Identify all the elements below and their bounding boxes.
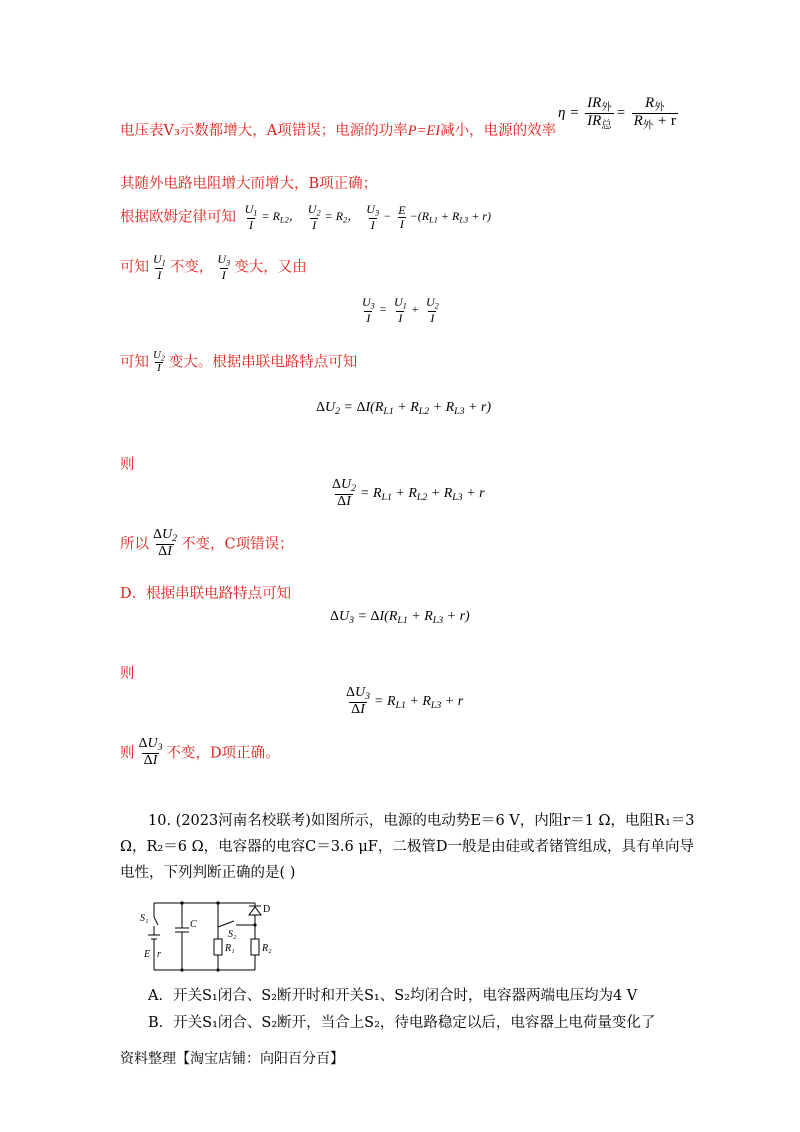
- option-b: B．开关S₁闭合、S₂断开，当合上S₂，待电路稳定以后，电容器上电荷量变化了: [148, 1015, 656, 1031]
- formula-delta-u3-over-delta-i: $\frac{\Delta U_3}{\Delta I}$ = $R_{L1} + R_{L3} + r$: [346, 685, 464, 718]
- power-formula: P=EI: [407, 123, 441, 139]
- formula-delta-u2: $\Delta U_2 = \Delta I(R_{L1} + R_{L2} + R_{L3} + r)$: [316, 400, 492, 417]
- text-ze-2: 则: [120, 666, 135, 682]
- text-line-4: 可知 $\frac{U_1}{I}$ 不变， $\frac{U_3}{I}$ 变大，又由: [120, 252, 307, 283]
- r-label: r: [157, 949, 161, 960]
- text-ze-1: 则: [120, 457, 135, 473]
- line-3-prefix: 根据欧姆定律可知: [120, 209, 236, 226]
- text-line-8: 则 $\frac{\Delta U_3}{\Delta I}$ 不变，D项正确。: [120, 736, 280, 769]
- text-line-1: [120, 119, 556, 140]
- option-a: A．开关S₁闭合、S₂断开时和开关S₁、S₂均闭合时，电容器两端电压均为4 V: [148, 988, 638, 1004]
- text-line-5: 可知 $\frac{U_2}{I}$ 变大。根据串联电路特点可知: [120, 349, 358, 375]
- text-line-7: D．根据串联电路特点可知: [120, 586, 292, 602]
- line-4-tail: 变大，又由: [234, 259, 307, 276]
- s2-label: S₂: [228, 929, 237, 940]
- line-1-tail: 减小，电源的效率: [440, 123, 557, 139]
- c-label: C: [190, 919, 197, 930]
- line-5-prefix: 可知: [120, 354, 149, 371]
- line-6-prefix: 所以: [120, 536, 149, 553]
- formula-delta-u2-over-delta-i: $\frac{\Delta U_2}{\Delta I}$ = $R_{L1} + R_{L2} + R_{L3} + r$: [332, 477, 485, 510]
- formula-sum-ratios: $\frac{U_3}{I}$ = $\frac{U_1}{I}$ + $\frac{U_2}{I}$: [362, 295, 439, 326]
- question-line-1: 10. (2023河南名校联考)如图所示，电源的电动势E＝6 V，内阻r＝1 Ω，电阻R₁＝3: [148, 813, 695, 829]
- line-8-tail: 不变，D项正确。: [166, 745, 280, 762]
- question-line-3: 电性，下列判断正确的是( ): [120, 865, 296, 881]
- line-6-tail: 不变，C项错误；: [181, 536, 294, 553]
- line-4-mid: 不变，: [169, 259, 214, 276]
- ohm-law-formulas: $\frac{U_1}{I}$ = $R_{L2}$， $\frac{U_2}{I}$ = $R_2$， $\frac{U_3}{I}$ − $\frac{E}{I}$ $-(R_{L1} + R_{L3} + r)$: [244, 202, 491, 233]
- circuit-diagram: [140, 895, 280, 977]
- line-5-tail: 变大。根据串联电路特点可知: [168, 354, 358, 371]
- r2-label: R₂: [262, 943, 272, 954]
- text-line-2: 其随外电路电阻增大而增大，B项正确；: [120, 176, 378, 192]
- line-4-prefix: 可知: [120, 259, 149, 276]
- e-label: E: [144, 949, 151, 960]
- efficiency-formula: η = $\frac{IR_外}{IR_总}$ = $\frac{R_外}{R_外 + r}$: [558, 95, 676, 132]
- line-1-text: 电压表V₃示数都增大，A项错误；电源的功率: [120, 123, 408, 139]
- text-line-6: 所以 $\frac{\Delta U_2}{\Delta I}$ 不变，C项错误；: [120, 527, 294, 560]
- text-line-3: [120, 203, 491, 232]
- line-8-prefix: 则: [120, 745, 135, 762]
- question-line-2: Ω，R₂＝6 Ω，电容器的电容C＝3.6 μF，二极管D一般是由硅或者锗管组成，具有单向导: [120, 839, 694, 855]
- footer-note: 资料整理【淘宝店铺：向阳百分百】: [120, 1051, 344, 1067]
- d-label: D: [263, 904, 271, 915]
- r1-label: R₁: [225, 943, 235, 954]
- s1-label: S₁: [140, 913, 149, 924]
- formula-delta-u3: $\Delta U_3 = \Delta I(R_{L1} + R_{L3} + r)$: [330, 609, 470, 626]
